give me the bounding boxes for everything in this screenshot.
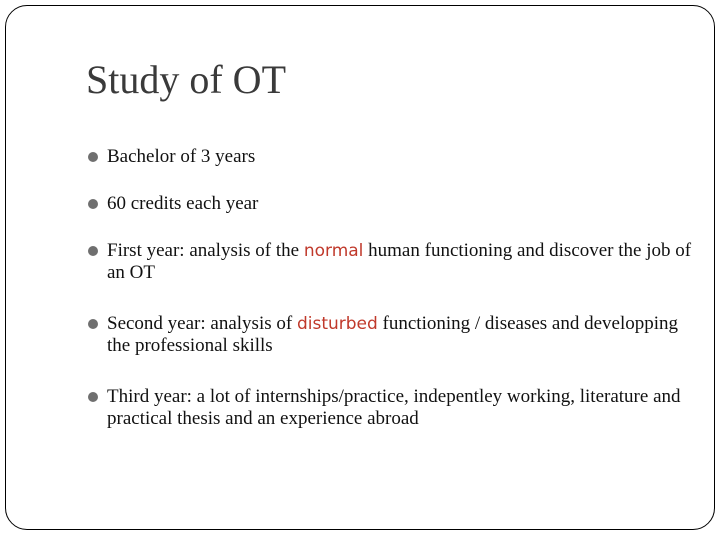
bullet-text: human functioning and discover the job of an OT bbox=[107, 240, 692, 283]
bullet-item bbox=[88, 386, 698, 430]
bullet-dot-icon bbox=[88, 319, 98, 329]
bullet-text: functioning / diseases and developping the professional skills bbox=[107, 313, 679, 356]
bullet-dot-icon bbox=[88, 199, 98, 209]
bullet-list bbox=[88, 146, 698, 430]
bullet-text: 60 credits each year bbox=[107, 193, 259, 214]
bullet-dot-icon bbox=[88, 392, 98, 402]
bullet-dot-icon bbox=[88, 152, 98, 162]
bullet-item bbox=[88, 240, 698, 284]
highlight-word: normal bbox=[303, 241, 364, 261]
bullet-text: Third year: a lot of internships/practice, indepentley working, literature and practical thesis and an experience abroad bbox=[107, 386, 681, 429]
bullet-text: Second year: analysis of bbox=[107, 313, 297, 334]
highlight-word: disturbed bbox=[296, 314, 378, 334]
slide-frame bbox=[5, 5, 715, 530]
bullet-item bbox=[88, 313, 698, 357]
bullet-dot-icon bbox=[88, 246, 98, 256]
slide-title: Study of OT bbox=[86, 57, 286, 102]
bullet-item bbox=[88, 146, 698, 168]
bullet-item bbox=[88, 193, 698, 215]
bullet-text: First year: analysis of the bbox=[107, 240, 304, 261]
bullet-text: Bachelor of 3 years bbox=[107, 146, 256, 167]
